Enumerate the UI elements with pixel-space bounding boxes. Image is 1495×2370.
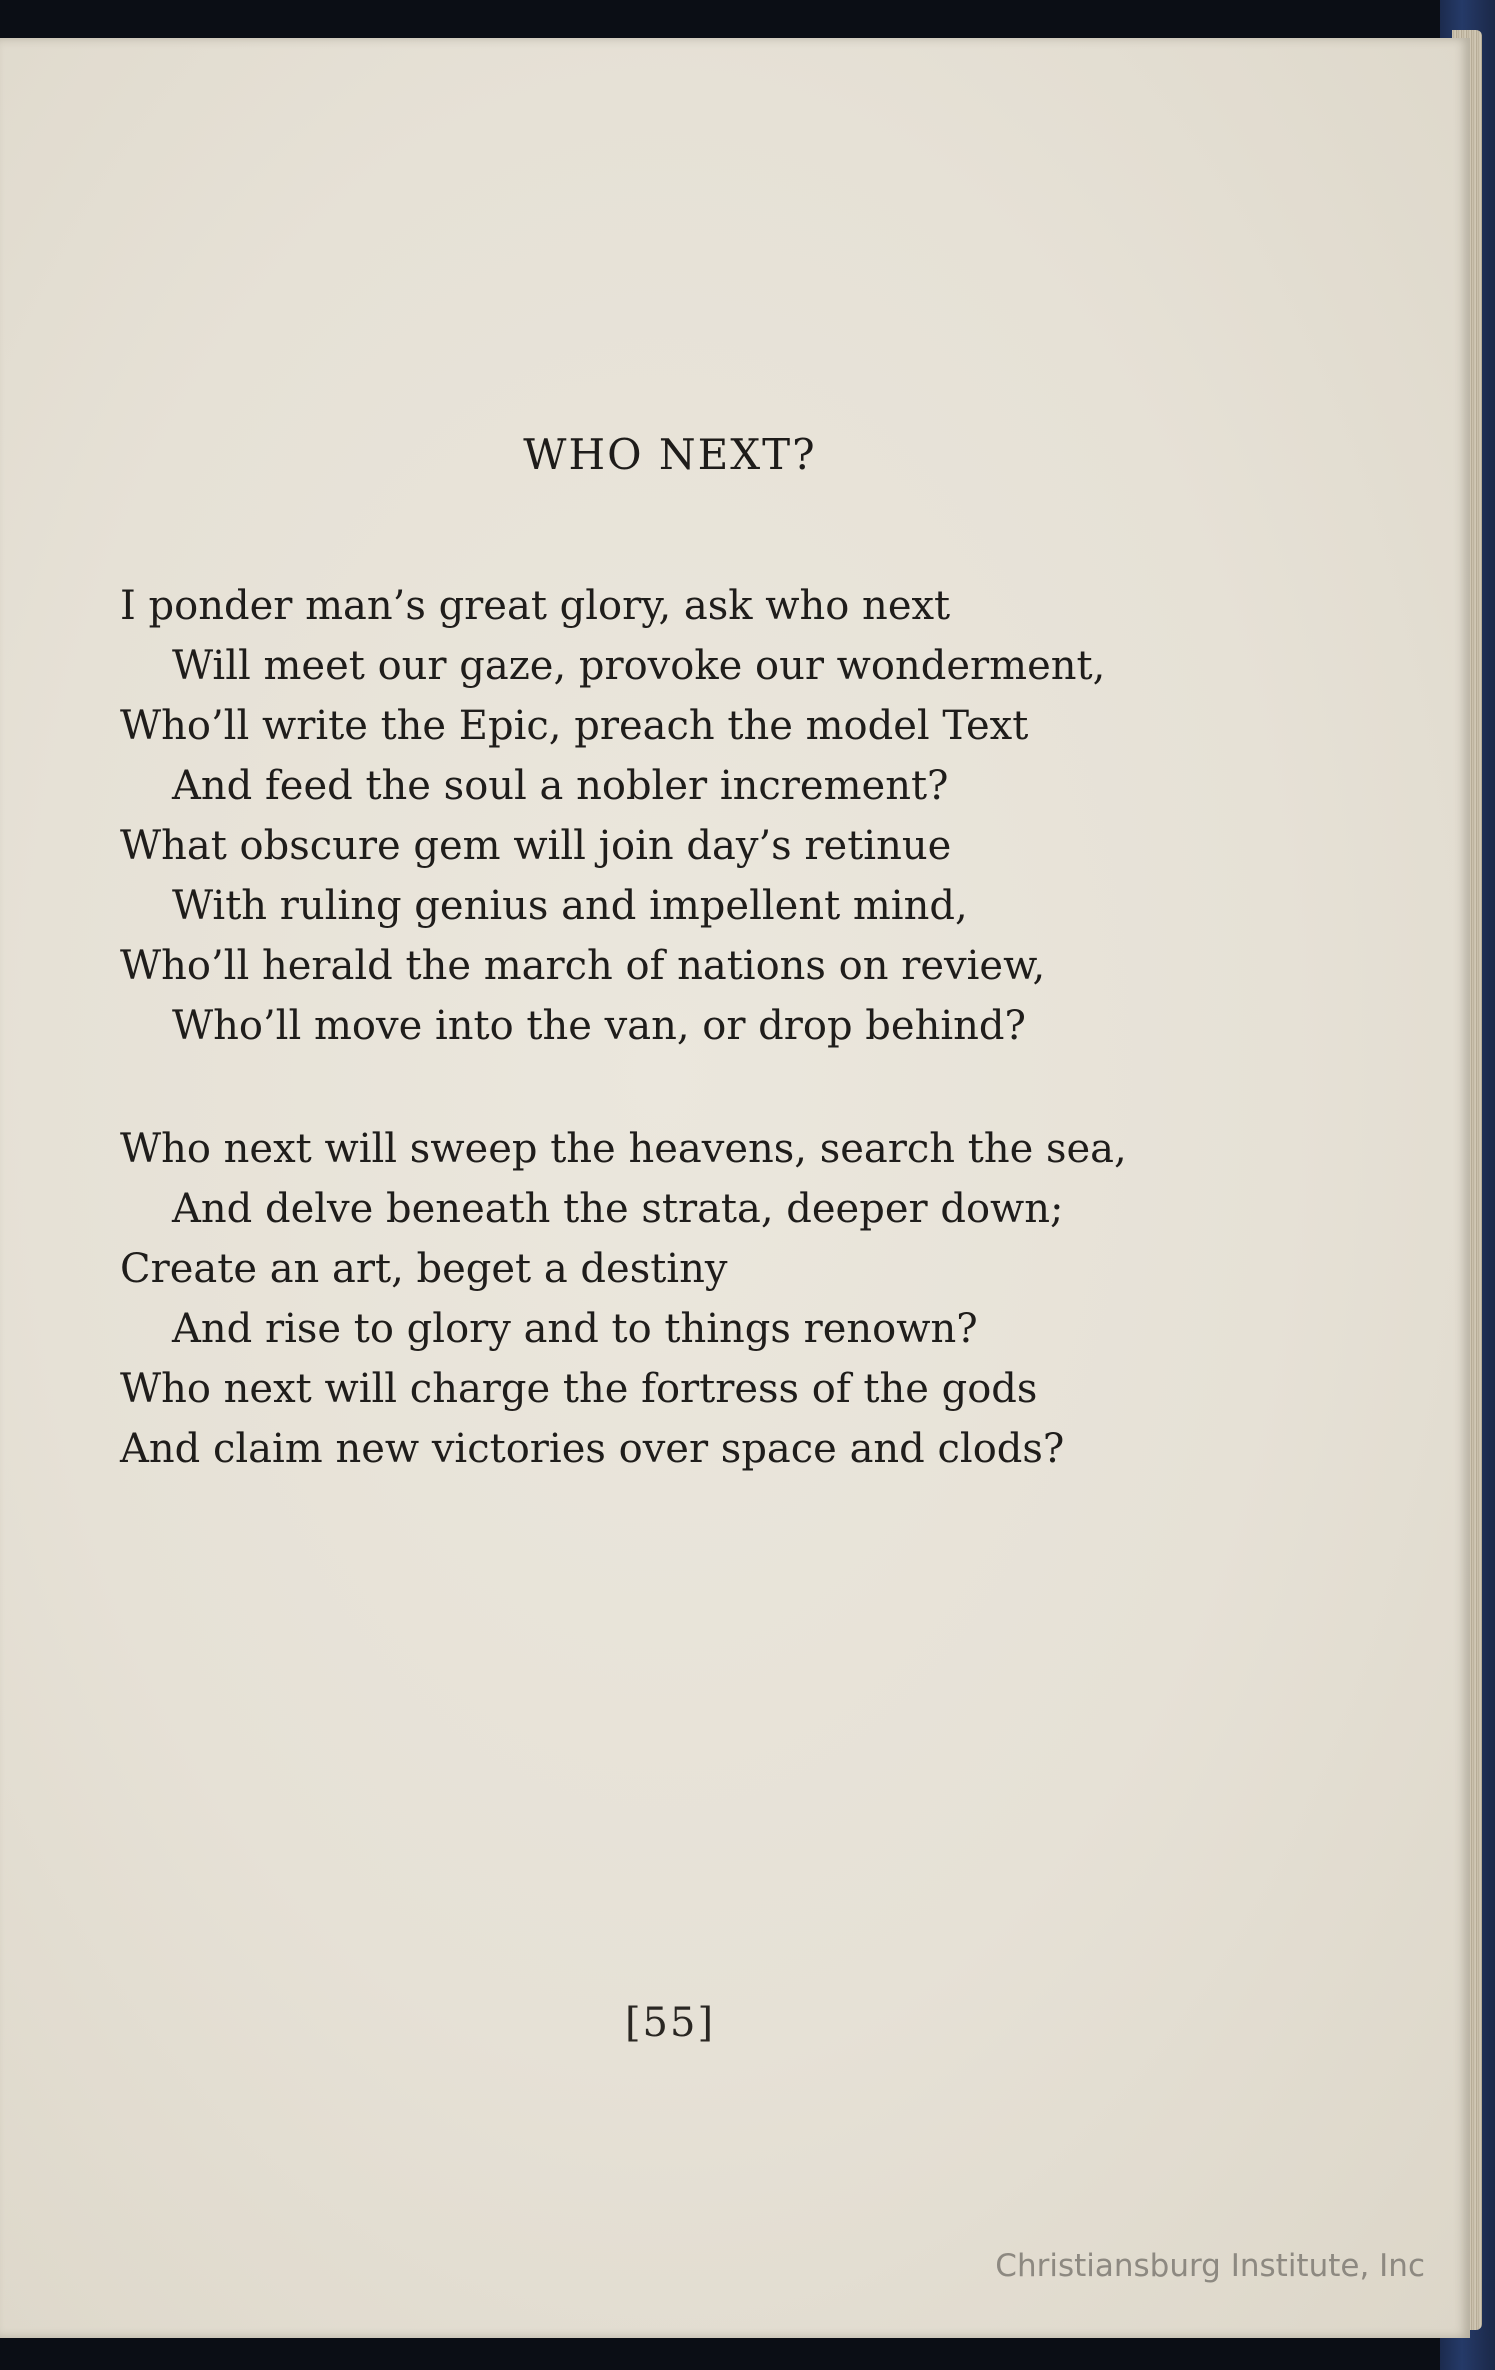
poem-line: Who next will sweep the heavens, search the sea, (120, 1126, 1127, 1172)
poem-line: And delve beneath the strata, deeper down; (172, 1186, 1064, 1232)
poem-line: Who next will charge the fortress of the gods (120, 1366, 1038, 1412)
poem-line: Who’ll herald the march of nations on review, (120, 943, 1046, 989)
poem-title: WHO NEXT? (523, 430, 817, 479)
poem-line: And feed the soul a nobler increment? (172, 763, 949, 809)
poem-line: Who’ll write the Epic, preach the model Text (120, 703, 1029, 749)
poem-line: And claim new victories over space and clods? (120, 1426, 1065, 1472)
poem-line: Create an art, beget a destiny (120, 1246, 728, 1292)
poem-line: And rise to glory and to things renown? (172, 1306, 978, 1352)
stanza-2 (120, 1119, 1127, 1479)
poem-line: With ruling genius and impellent mind, (172, 883, 968, 929)
watermark-text: Christiansburg Institute, Inc (995, 2248, 1425, 2284)
poem-line: Will meet our gaze, provoke our wonderment, (172, 643, 1106, 689)
poem-line: Who’ll move into the van, or drop behind? (172, 1003, 1026, 1049)
poem-line: What obscure gem will join day’s retinue (120, 823, 952, 869)
book-page (0, 38, 1470, 2338)
poem-line: I ponder man’s great glory, ask who next (120, 583, 951, 629)
page-number: [55] (624, 2000, 716, 2046)
stanza-1 (120, 576, 1105, 1056)
